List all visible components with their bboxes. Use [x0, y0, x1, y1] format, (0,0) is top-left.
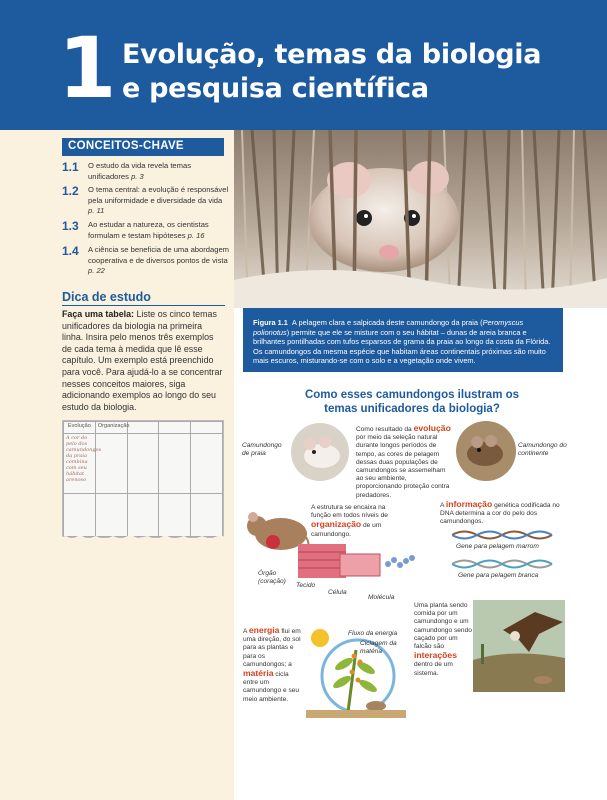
beach-mouse-illustration	[234, 130, 607, 308]
concept-page: p. 16	[187, 230, 205, 240]
concept-page: p. 11	[88, 206, 105, 216]
concept-text: O estudo da vida revela temas unificadores p. 3	[88, 161, 191, 181]
energy-matter-text: A energia flui em uma direção, do sol para as plantas e para os camundongos; a matéria cicla entre um camundongo e seu meio ambiente.	[243, 625, 301, 703]
cell-label: Célula	[328, 589, 347, 596]
inland-mouse-circle	[455, 420, 517, 482]
study-tip-lead: Faça uma tabela:	[62, 309, 135, 319]
study-tip-rule	[62, 305, 225, 306]
matter-keyword: matéria	[243, 668, 274, 679]
gene-brown-label: Gene para pelagem marrom	[456, 543, 539, 550]
chapter-number: 1	[58, 19, 117, 117]
concept-text: Ao estudar a natureza, os cientistas formulam e testam hipóteses p. 16	[88, 220, 209, 240]
key-concepts-label: CONCEITOS-CHAVE	[62, 138, 224, 156]
notebook-sample-entry: A cor do pelo dos camundongos da praia combina com seu hábitat arenoso	[64, 434, 96, 494]
concept-text: A ciência se beneficia de uma abordagem cooperativa e de diversos pontos de vista p. 22	[88, 245, 229, 276]
concept-page: p. 22	[88, 266, 105, 276]
organization-keyword: organização	[311, 519, 362, 530]
concept-number: 1.3	[62, 219, 79, 233]
gene-white-label: Gene para pelagem branca	[458, 572, 539, 579]
energy-cycle-illustration	[306, 624, 406, 720]
chapter-title-line1: Evolução, temas da biologia	[122, 39, 542, 70]
matter-cycle-label: Ciclagem da matéria	[360, 640, 397, 656]
energy-keyword: energia	[248, 625, 280, 635]
infographic-title: Como esses camundongos ilustram os temas unificadores da biologia?	[304, 389, 520, 415]
information-text: A informação genética codificada no DNA determina a cor do pelo dos camundongos.	[440, 499, 560, 526]
organization-text: A estrutura se encaixa na função em todos níveis de organização de um camundongo.	[311, 504, 388, 538]
hawk-illustration	[473, 600, 565, 692]
information-keyword: informação	[445, 499, 493, 509]
concept-page: p. 3	[131, 171, 144, 181]
notebook-col-organization: Organização	[95, 422, 127, 434]
beach-mouse-photo	[234, 130, 607, 308]
tissue-label: Tecido	[296, 582, 316, 589]
energy-flow-label: Fluxo da energia	[348, 630, 398, 637]
notebook-table	[62, 420, 224, 538]
dna-brown-icon	[452, 528, 554, 542]
evolution-text: Como resultado da evolução por meio da seleção natural durante longos períodos de tempo, as cores de pelagem dessas duas populações de camundongos se assemelham ao seu ambiente, proporcionando proteção contra predadores.	[356, 423, 451, 499]
notebook-col-evolution: Evolução	[64, 422, 96, 434]
torn-edge	[58, 534, 228, 544]
study-tip-title: Dica de estudo	[62, 290, 151, 304]
concept-number: 1.1	[62, 160, 79, 174]
molecule-label: Molécula	[368, 594, 395, 601]
evolution-keyword: evolução	[413, 423, 451, 433]
interactions-text: Uma planta sendo comida por um camundongo e um camundongo sendo caçado por um falcão são interações dentro de um sistema.	[414, 602, 472, 677]
chapter-title	[122, 38, 541, 106]
study-tip-body: Faça uma tabela: Liste os cinco temas unificadores da biologia na primeira linha. Insira pelo menos três exemplos de cada tema à medida que lê esse capítulo. Um exemplo está preenchido para você. Para ajudá-lo a se concentrar nesses conceitos maiores, siga adicionando exemplos ao longo do seu estudo da biologia.	[62, 309, 223, 412]
interactions-keyword: interações	[414, 650, 457, 661]
concept-number: 1.2	[62, 184, 79, 198]
organ-label: Órgão (coração)	[258, 570, 286, 586]
chapter-header	[0, 0, 607, 130]
concept-number: 1.4	[62, 244, 79, 258]
concept-text: O tema central: a evolução é responsável pela uniformidade e diversidade da vida p. 11	[88, 185, 229, 216]
figure-caption: Figura 1.1 A pelagem clara e salpicada deste camundongo da praia (Peromyscus polionotus) permite que ele se misture com o seu hábitat – dunas de areia branca e brilhantes pontilhadas com tufos esparsos de grama da praia ao longo da costa da Flórida. Os camundongos da mesma espécie que habitam áreas continentais próximas são muito mais escuros, misturando-se com o solo e a vegetação onde vivem.	[243, 308, 563, 372]
chapter-title-line2: e pesquisa científica	[122, 73, 429, 104]
tissue-cell-molecule-illustration	[296, 538, 416, 588]
inland-mouse-label: Camundongo do continente	[518, 442, 567, 458]
species-name: Peromyscus polionotus	[253, 318, 524, 337]
dna-white-icon	[452, 557, 554, 571]
beach-mouse-label: Camundongo de praia	[242, 442, 282, 458]
figure-label: Figura 1.1	[253, 318, 288, 327]
beach-mouse-circle	[290, 422, 350, 482]
